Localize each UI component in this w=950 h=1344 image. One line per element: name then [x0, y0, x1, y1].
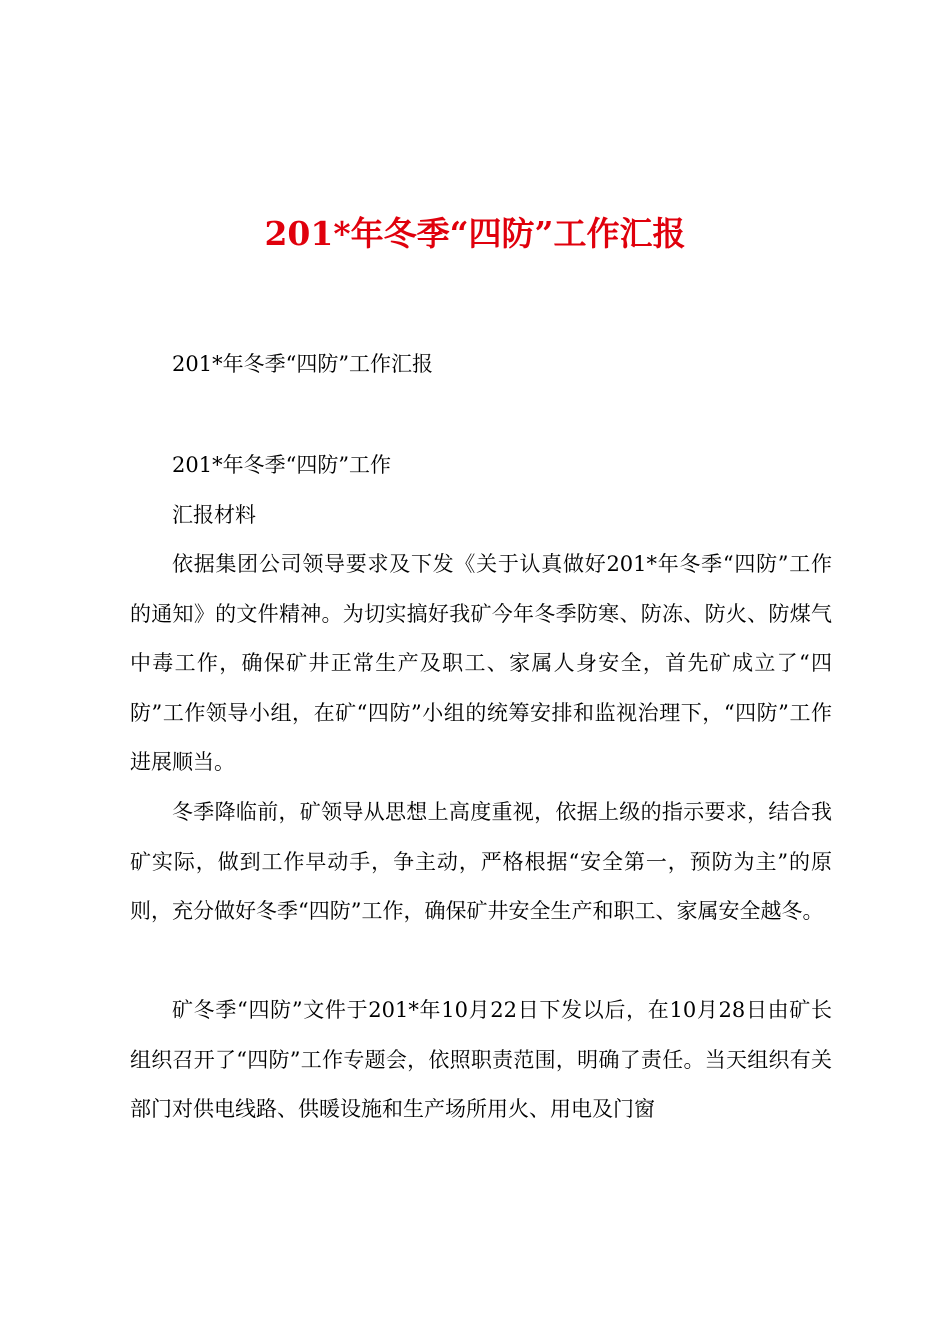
document-subtitle: 201*年冬季“四防”工作汇报 [172, 352, 434, 376]
body-paragraph-3: 矿冬季“四防”文件于201*年10月22日下发以后，在10月28日由矿长组织召开了“四防”工作专题会，依照职责范围，明确了责任。当天组织有关部门对供电线路、供暖设施和生产场所用火、用电及门窗 [130, 998, 832, 1121]
section-heading-line-2: 汇报材料 [172, 503, 256, 527]
section-heading-line-1: 201*年冬季“四防”工作 [172, 453, 392, 477]
body-paragraph-2: 冬季降临前，矿领导从思想上高度重视，依据上级的指示要求，结合我矿实际，做到工作早动手，争主动，严格根据“安全第一，预防为主”的原则，充分做好冬季“四防”工作，确保矿井安全生产和职工、家属安全越冬。 [130, 800, 832, 923]
document-title: 201*年冬季“四防”工作汇报 [264, 214, 686, 253]
body-paragraph-1: 依据集团公司领导要求及下发《关于认真做好201*年冬季“四防”工作的通知》的文件精神。为切实搞好我矿今年冬季防寒、防冻、防火、防煤气中毒工作，确保矿井正常生产及职工、家属人身安全，首先矿成立了“四防”工作领导小组，在矿“四防”小组的统筹安排和监视治理下，“四防”工作进展顺当。 [130, 552, 832, 774]
